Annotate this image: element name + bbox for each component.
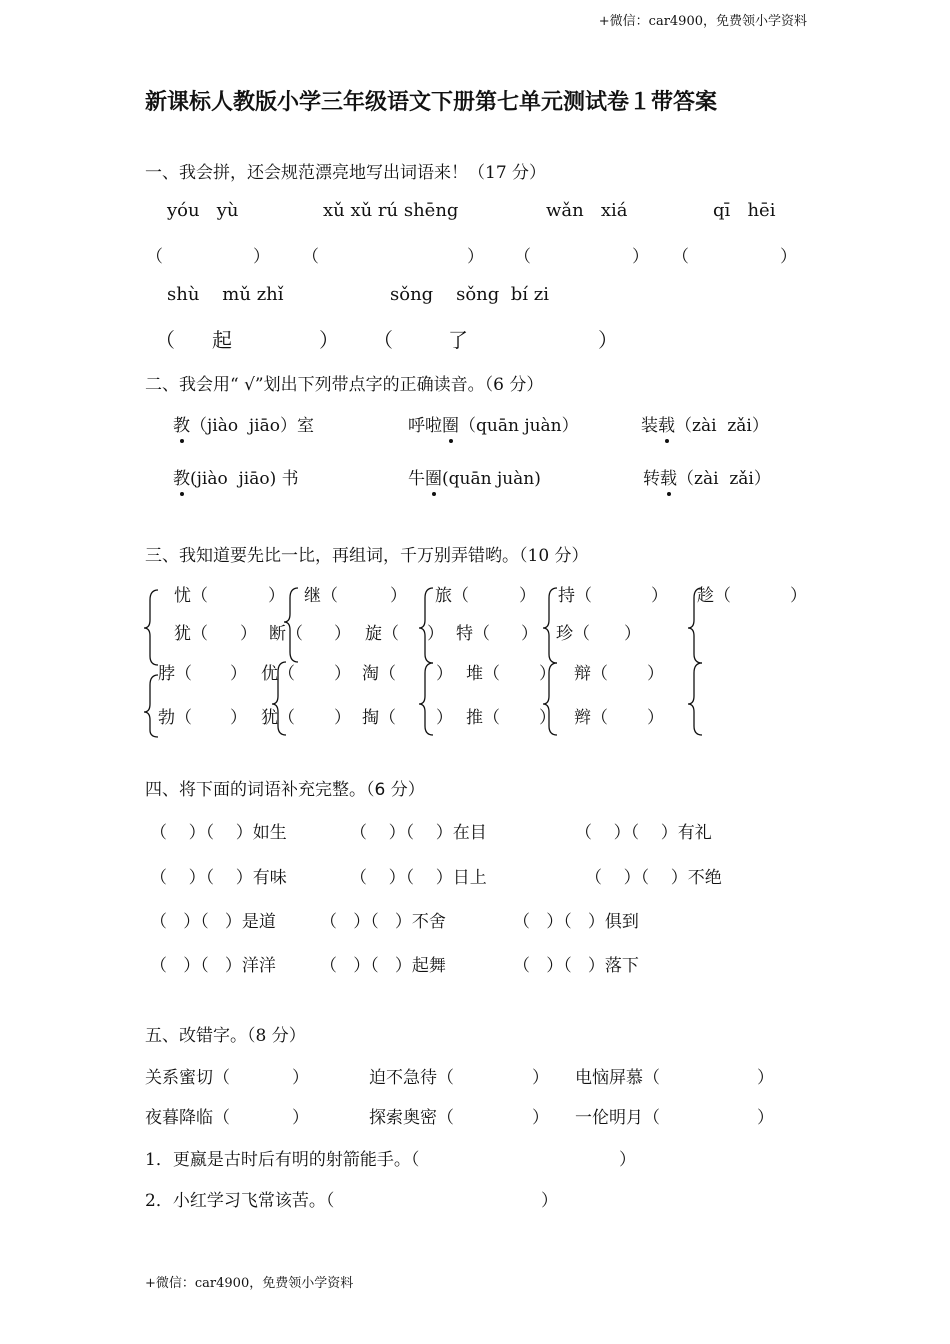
pinyin-item: sǒng sǒng bí zi <box>390 284 549 305</box>
answer-blank-close: ） <box>519 586 536 606</box>
answer-blank-close: ） <box>619 1150 636 1170</box>
answer-blank-close: ） <box>334 664 351 684</box>
pinyin-item: shù mǔ zhǐ <box>167 284 284 305</box>
answer-blank-open[interactable]: （ <box>155 328 175 352</box>
compare-char-item: 掏（ <box>362 708 396 728</box>
answer-blank-close: ） <box>467 247 484 267</box>
pinyin-item: qī hēi <box>713 200 776 221</box>
brace <box>419 663 433 735</box>
answer-blank-close: ） <box>598 328 618 352</box>
answer-blank-close: ） <box>230 708 247 728</box>
answer-blank-close: ） <box>532 1108 549 1128</box>
compare-char-item: 旋（ <box>365 624 399 644</box>
answer-blank-close: ） <box>319 328 339 352</box>
brace <box>543 588 557 663</box>
answer-blank-close: ） <box>790 586 807 606</box>
given-char: 了 <box>448 328 468 352</box>
compare-char-item: 忧（ <box>174 586 208 606</box>
answer-blank-close: ） <box>647 664 664 684</box>
compare-char-item: 优（ <box>261 664 295 684</box>
compare-char-item: 淘（ <box>362 664 396 684</box>
given-char: 起 <box>212 328 232 352</box>
idiom-fill-item[interactable]: （ ）（ ）有味 <box>150 868 287 888</box>
dotted-char: 载 <box>660 464 677 489</box>
answer-blank-close: ） <box>268 586 285 606</box>
answer-blank-close: ） <box>436 664 453 684</box>
answer-blank-close: ） <box>230 664 247 684</box>
answer-blank-close: ） <box>651 586 668 606</box>
answer-blank-close: ） <box>334 708 351 728</box>
reading-choice-item[interactable]: 转载（zài zǎi） <box>643 464 771 489</box>
idiom-fill-item[interactable]: （ ）（ ）有礼 <box>575 823 712 843</box>
section-3-heading: 三、我知道要先比一比，再组词，千万别弄错哟。（10 分） <box>145 546 589 566</box>
typo-word-item[interactable]: 夜暮降临（ <box>145 1108 230 1128</box>
answer-blank-close: ） <box>390 586 407 606</box>
compare-char-item: 持（ <box>558 586 592 606</box>
answer-blank-close: ） <box>532 1068 549 1088</box>
answer-blank-close: ） <box>757 1108 774 1128</box>
answer-blank-open[interactable]: （ <box>672 247 689 267</box>
answer-blank-close: ） <box>427 624 444 644</box>
answer-blank-close: ） <box>253 247 270 267</box>
answer-blank-close: ） <box>292 1108 309 1128</box>
reading-choice-item[interactable]: 装载（zài zǎi） <box>641 411 769 436</box>
idiom-fill-item[interactable]: （ ）（ ）俱到 <box>513 912 639 932</box>
brace <box>688 663 702 735</box>
compare-char-item: 犹（ <box>174 624 208 644</box>
section-1-heading: 一、我会拼，还会规范漂亮地写出词语来！（17 分） <box>145 163 547 183</box>
idiom-fill-item[interactable]: （ ）（ ）在目 <box>350 823 487 843</box>
typo-sentence-2[interactable]: 2．小红学习飞常该苦。（ <box>145 1191 335 1211</box>
answer-blank-open[interactable]: （ <box>514 247 531 267</box>
idiom-fill-item[interactable]: （ ）（ ）日上 <box>350 868 487 888</box>
compare-char-item: 犹（ <box>261 708 295 728</box>
answer-blank-close: ） <box>757 1068 774 1088</box>
reading-choice-item[interactable]: 教（jiào jiāo）室 <box>173 411 314 436</box>
answer-blank-close: ） <box>647 708 664 728</box>
typo-word-item[interactable]: 一伦明月（ <box>575 1108 660 1128</box>
compare-char-item: 推（ <box>466 708 500 728</box>
answer-blank-close: ） <box>780 247 797 267</box>
footer-note: +微信：car4900，免费领小学资料 <box>145 1276 354 1291</box>
dotted-char: 教 <box>173 411 190 436</box>
header-note: +微信：car4900，免费领小学资料 <box>598 14 807 29</box>
typo-word-item[interactable]: 电恼屏慕（ <box>575 1068 660 1088</box>
answer-blank-close: ） <box>624 624 641 644</box>
answer-blank-close: ） <box>436 708 453 728</box>
brace <box>144 590 158 665</box>
answer-blank-close: ） <box>541 1191 558 1211</box>
answer-blank-close: ） <box>632 247 649 267</box>
section-5-heading: 五、改错字。（8 分） <box>145 1026 306 1046</box>
answer-blank-close: ） <box>539 664 556 684</box>
idiom-fill-item[interactable]: （ ）（ ）不舍 <box>320 912 446 932</box>
compare-char-item: 断（ <box>269 624 303 644</box>
compare-char-item: 脖（ <box>158 664 192 684</box>
brace <box>144 675 158 737</box>
compare-char-item: 勃（ <box>158 708 192 728</box>
answer-blank-open[interactable]: （ <box>373 328 393 352</box>
answer-blank-open[interactable]: （ <box>302 247 319 267</box>
answer-blank-close: ） <box>292 1068 309 1088</box>
dotted-char: 教 <box>173 464 190 489</box>
section-4-heading: 四、将下面的词语补充完整。（6 分） <box>145 780 425 800</box>
compare-char-item: 特（ <box>456 624 490 644</box>
answer-blank-close: ） <box>539 708 556 728</box>
compare-char-item: 辫（ <box>574 708 608 728</box>
answer-blank-close: ） <box>240 624 257 644</box>
compare-char-item: 辩（ <box>574 664 608 684</box>
idiom-fill-item[interactable]: （ ）（ ）洋洋 <box>150 956 276 976</box>
answer-blank-close: ） <box>334 624 351 644</box>
pinyin-item: yóu yù <box>167 200 239 221</box>
typo-word-item[interactable]: 关系蜜切（ <box>145 1068 230 1088</box>
compare-char-item: 堆（ <box>466 664 500 684</box>
compare-char-item: 趁（ <box>697 586 731 606</box>
typo-word-item[interactable]: 探索奥密（ <box>369 1108 454 1128</box>
page-title: 新课标人教版小学三年级语文下册第七单元测试卷１带答案 <box>145 90 718 115</box>
idiom-fill-item[interactable]: （ ）（ ）是道 <box>150 912 276 932</box>
idiom-fill-item[interactable]: （ ）（ ）不绝 <box>585 868 722 888</box>
pinyin-item: wǎn xiá <box>546 200 628 221</box>
compare-char-item: 继（ <box>304 586 338 606</box>
pinyin-item: xǔ xǔ rú shēng <box>323 200 459 221</box>
reading-choice-item[interactable]: 呼啦圈（quān juàn） <box>408 411 579 436</box>
typo-sentence-1[interactable]: 1．更嬴是古时后有明的射箭能手。（ <box>145 1150 420 1170</box>
idiom-fill-item[interactable]: （ ）（ ）如生 <box>150 823 287 843</box>
compare-char-item: 旅（ <box>435 586 469 606</box>
compare-char-item: 珍（ <box>556 624 590 644</box>
idiom-fill-item[interactable]: （ ）（ ）起舞 <box>320 956 446 976</box>
reading-choice-item[interactable]: 牛圈(quān juàn) <box>408 464 541 489</box>
answer-blank-open[interactable]: （ <box>146 247 163 267</box>
idiom-fill-item[interactable]: （ ）（ ）落下 <box>513 956 639 976</box>
typo-word-item[interactable]: 迫不急待（ <box>369 1068 454 1088</box>
dotted-char: 圈 <box>425 464 442 489</box>
answer-blank-close: ） <box>521 624 538 644</box>
dotted-char: 圈 <box>442 411 459 436</box>
dotted-char: 载 <box>658 411 675 436</box>
reading-choice-item[interactable]: 教(jiào jiāo) 书 <box>173 464 299 489</box>
section-2-heading: 二、我会用“ √”划出下列带点字的正确读音。（6 分） <box>145 375 544 395</box>
